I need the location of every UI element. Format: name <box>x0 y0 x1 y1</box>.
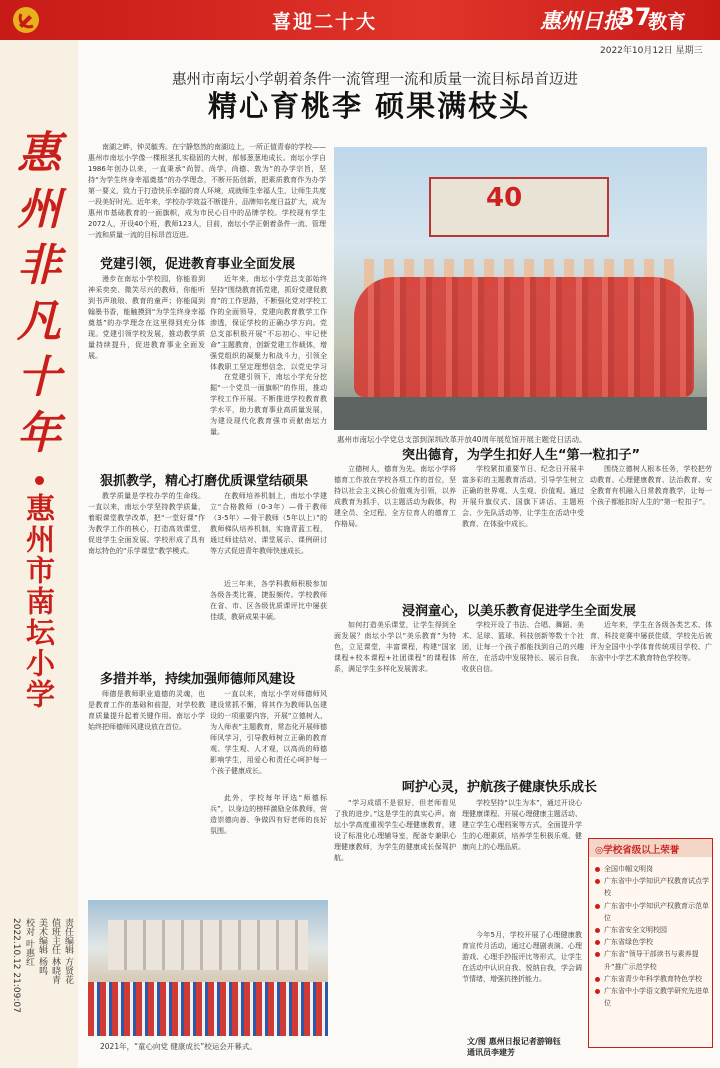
editorial-credits <box>10 918 73 1058</box>
intro-paragraph: 南湖之畔，钟灵毓秀。在宁静悠然的南湖边上，一所正值青春的学校——惠州市南坛小学像一棵根茎扎实稳固的大树，郁郁葱葱地成长。南坛小学自1986年创办以来，一直秉承“尚智、尚学、尚德、敦为”的办学宗旨，坚持“为学生终身幸福奠基”的办学理念，不断开拓创新，把素质教育作为办学第一要义，致力于打造快乐幸福的育人环境，成就师生幸福人生，让师生共度一段美好时光。近年来，学校办学效益不断提升，品牌知名度日益扩大，成为惠州市基础教育的一面旗帜，成为市民心目中的品牌学校。学校现有学生2072人，开设40个班，教师123人，目前，南坛小学正朝着条件一流、管理一流和质量一流的目标昂首迈进。 <box>88 143 326 239</box>
photo-caption: 惠州市南坛小学党总支部到深圳改革开放40周年展览馆开展主题党日活动。 <box>337 435 587 444</box>
honor-item: 广东省“领导干部读书与素养提升”推广示范学校 <box>595 948 709 972</box>
title-char: 州 <box>17 184 61 235</box>
article-column: “学习成绩不是很好，但老师看见了我的进步。”这是学生的真实心声。南坛小学高度重视学生心理健康教育，建设了标准化心理辅导室，配备专兼职心理健康教师，为学生的健康成长保驾护航。 <box>334 799 456 862</box>
school-name: 惠州市南坛小学 <box>22 493 56 710</box>
article-column: 近年来，南坛小学党总支部始终坚持“围绕教育抓党建，抓好党建促教育”的工作思路，不断强化党对学校工作的全面领导，党建向教育教学工作渗透，保证学校的正确办学方向。党总支部积极开展“不忘初心、牢记使命”主题教育，创新党建工作载体，增强党组织的凝聚力和战斗力，引领全体教职工坚定理想信念，以党史学习 <box>210 275 327 370</box>
credit-line: 2022.10.12 21:09:07 <box>11 918 21 1013</box>
masthead-band <box>0 0 720 40</box>
separator-dot <box>35 476 44 485</box>
article-column: 在党建引领下，南坛小学充分挖掘“一个党员一面旗帜”的作用，推动学校工作开展。不断推进学校教育教学水平，助力教育事业高质量发展，为建设现代化教育强市贡献南坛力量。 <box>210 373 327 436</box>
credit-line: 美术编辑 杨鸣 <box>37 918 47 975</box>
article-column: 此外，学校每年评选“师德标兵”，以身边的榜样激励全体教师，营造崇德向善、争做四有好老师的良好氛围。 <box>210 794 327 835</box>
page-number: 37 <box>618 3 652 31</box>
party-emblem-icon <box>12 6 40 34</box>
article-column: 师德是教师职业道德的灵魂，也是教育工作的基础和前提，对学校教育质量提升起着关键作用。南坛小学始终把师德师风建设放在首位。 <box>88 690 205 731</box>
article-column: 在教师培养机制上，南坛小学建立“合格教师（0-3年）—骨干教师（3-5年）—骨干教师（5年以上）”的教师梯队培养机制，实施青蓝工程，通过师徒结对、课堂展示、课例研讨等方式促进青年教师快速成长。 <box>210 492 327 555</box>
section-heading: 浸润童心，以美乐教育促进学生全面发展 <box>402 604 637 619</box>
section-heading: 党建引领，促进教育事业全面发展 <box>100 257 296 272</box>
honor-item: 广东省中小学知识产权教育示范单位 <box>595 900 709 924</box>
article-column: 一直以来，南坛小学对师德师风建设常抓不懈，将其作为教师队伍建设的一项重要内容，开展“立德树人、为人师表”主题教育，常态化开展师德师风学习，引导教师树立正确的教育观、学生观、人才观，以高尚的师德影响学生，用爱心和责任心呵护每一个孩子健康成长。 <box>210 690 327 775</box>
title-char: 年 <box>17 408 61 459</box>
main-headline: 精心育桃李 硕果满枝头 <box>208 89 531 123</box>
article-column: 学校开设了书法、合唱、舞蹈、美术、足球、篮球、科技创新等数十个社团，让每一个孩子都能找到自己的兴趣所在，在活动中发展特长、展示自我、收获自信。 <box>462 621 584 673</box>
article-column: 学校紧扣重要节日、纪念日开展丰富多彩的主题教育活动，引导学生树立正确的世界观、人生观、价值观。通过开展升旗仪式、国旗下讲话、主题班会、少先队活动等，让学生在活动中受教育、在体验中成长。 <box>462 465 584 528</box>
paper-name: 惠州日报 <box>540 8 624 33</box>
article-column: 立德树人，德育为先。南坛小学将德育工作放在学校各项工作的首位，坚持以社会主义核心价值观为引领，以养成教育为抓手，以主题活动为载体，构建全员、全过程、全方位育人的德育工作格局。 <box>334 465 456 528</box>
vertical-title <box>12 126 66 710</box>
article-column: 今年5月，学校开展了心理健康教育宣传月活动，通过心理剧表演、心理游戏、心理手抄报评比等形式，让学生在活动中认识自我、悦纳自我，学会调节情绪，增强抗挫折能力。 <box>462 931 582 983</box>
honor-item: 广东省中小学知识产权教育试点学校 <box>595 875 709 899</box>
sidebar <box>0 40 78 1068</box>
credit-line: 责任编辑 方贤花 <box>63 918 73 984</box>
article-column: 围绕立德树人根本任务，学校把劳动教育、心理健康教育、法治教育、安全教育有机融入日常教育教学，让每一个孩子都能扣好人生的“第一粒扣子”。 <box>590 465 712 506</box>
section-name: 教育 <box>648 11 687 33</box>
honor-item: 全国巾帼文明岗 <box>595 863 709 875</box>
article-column: 学校坚持“以生为本”，通过开设心理健康课程、开展心理健康主题活动、建立学生心理档案等方式，全面提升学生的心理素质，培养学生积极乐观、健康向上的心理品质。 <box>462 799 582 851</box>
party-day-group-photo <box>334 147 707 430</box>
honor-item: 广东省青少年科学教育特色学校 <box>595 973 709 985</box>
title-char: 惠 <box>17 128 61 179</box>
article-column: 近三年来，各学科教师积极参加各级各类比赛，捷报频传。学校教师在省、市、区各级优质课评比中屡获佳绩，教研成果丰硕。 <box>210 580 327 621</box>
honors-box <box>588 838 713 1048</box>
credit-line: 校对 叶惠红 <box>24 918 34 966</box>
photo-caption: 2021年，“童心向党 健康成长”校运会开幕式。 <box>100 1042 257 1051</box>
theme-banner: 喜迎二十大 <box>272 11 378 33</box>
school-building <box>108 920 308 970</box>
honor-item: 广东省安全文明校园 <box>595 924 709 936</box>
honor-item: 广东省中小学语文教学研究先进单位 <box>595 985 709 1009</box>
section-heading: 突出德育，为学生扣好人生“第一粒扣子” <box>402 448 641 463</box>
title-char: 非 <box>17 240 61 291</box>
group-of-teachers <box>354 277 694 397</box>
title-char: 凡 <box>17 296 61 347</box>
article-column: 漫步在南坛小学校园，你能看到神采奕奕、微笑尽兴的教师，你能听到书声琅琅、教育的童声；你能闻到翰墨书香，能触摸到“为学生终身幸福奠基”的办学理念在这里得到充分体现。党建引领学校发展，推动教学质量持续提升，促进教育事业全面发展。 <box>88 275 205 360</box>
issue-date: 2022年10月12日 星期三 <box>600 46 703 56</box>
byline <box>467 1036 561 1058</box>
exhibition-board: 40 <box>429 177 609 237</box>
article-column: 近年来，学生在各级各类艺术、体育、科技竞赛中屡获佳绩，学校先后被评为全国中小学体育传统项目学校、广东省中小学艺术教育特色学校等。 <box>590 621 712 662</box>
sports-meet-photo <box>88 900 328 1036</box>
byline-line: 文/图 惠州日报记者游锦钰 <box>467 1037 561 1046</box>
section-heading: 多措并举，持续加强师德师风建设 <box>100 672 296 687</box>
article-column: 教学质量是学校办学的生命线。一直以来，南坛小学坚持教学质量，着眼课堂教学改革，把“一堂好课”作为教学工作的核心，打造高效课堂，促进学生全面发展。学校形成了具有南坛特色的“乐学课堂”教学模式。 <box>88 492 205 555</box>
section-heading: 狠抓教学，精心打磨优质课堂结硕果 <box>100 474 309 489</box>
byline-line: 通讯员李建芳 <box>467 1048 515 1057</box>
kicker-headline: 惠州市南坛小学朝着条件一流管理一流和质量一流目标昂首迈进 <box>172 72 578 88</box>
honors-list <box>595 863 709 1009</box>
honor-item: 广东省绿色学校 <box>595 936 709 948</box>
honors-title: ◎学校省级以上荣誉 <box>589 839 712 857</box>
title-char: 十 <box>17 352 61 403</box>
credit-line: 值班主任 林晓青 <box>50 918 60 984</box>
section-heading: 呵护心灵，护航孩子健康快乐成长 <box>402 780 598 795</box>
student-crowd <box>88 982 328 1036</box>
article-column: 如何打造美乐课堂，让学生得到全面发展？南坛小学以“美乐教育”为特色，立足课堂，丰富课程，构建“国家课程+校本课程+社团课程”的课程体系，满足学生多样化发展需求。 <box>334 621 456 673</box>
